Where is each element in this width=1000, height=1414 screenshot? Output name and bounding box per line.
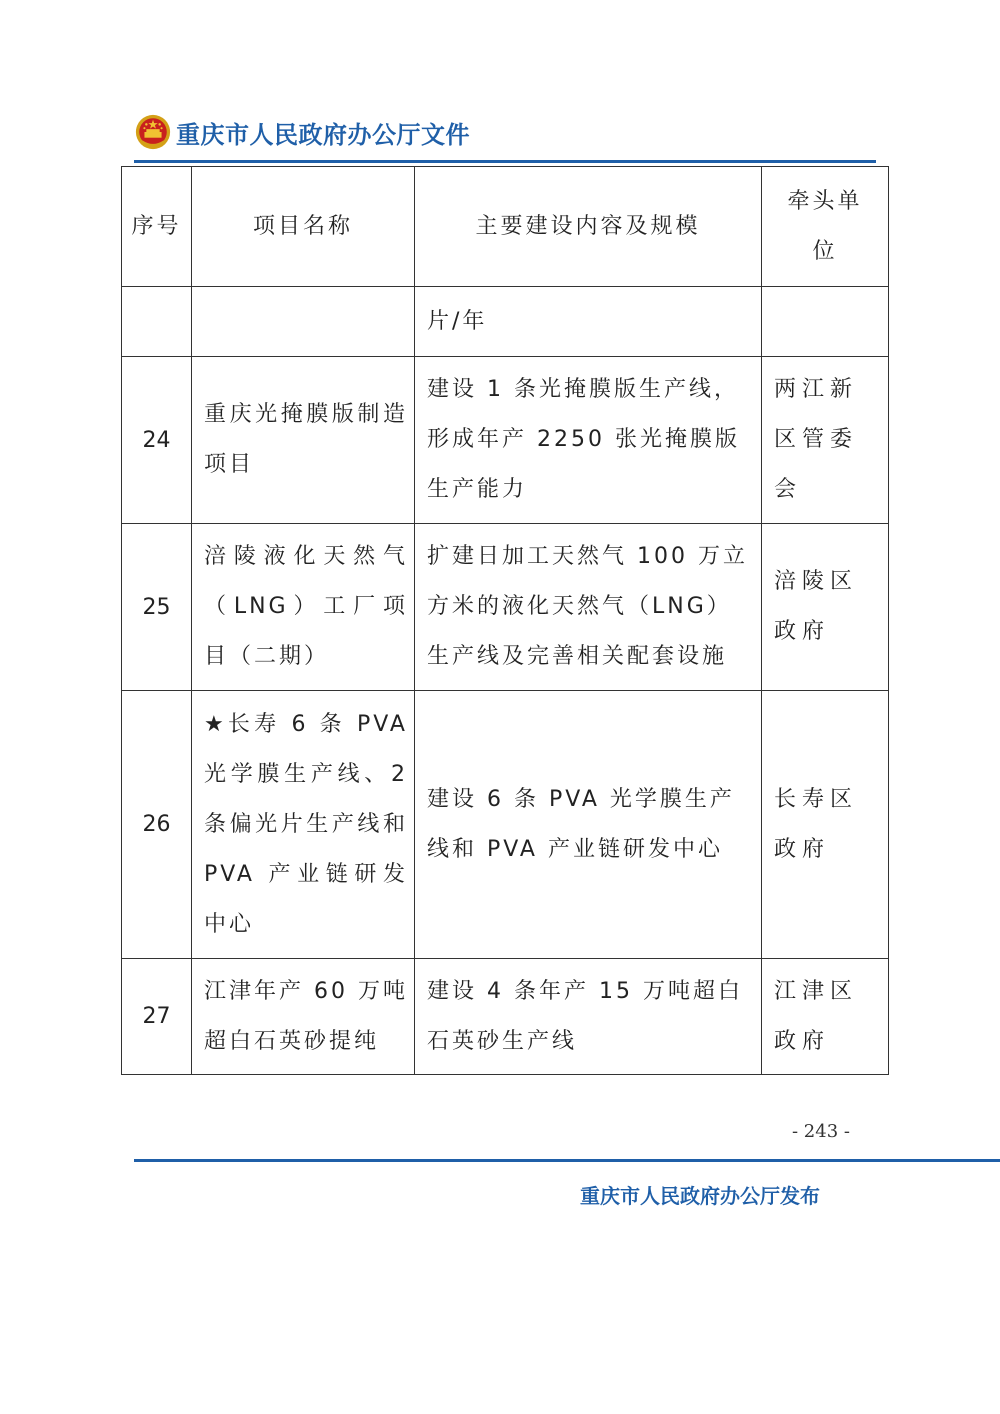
row-number [122,287,192,357]
national-emblem-icon [134,113,172,151]
table-header-row [122,167,889,287]
project-name [192,287,415,357]
project-table [121,166,889,1075]
column-header-content: 主要建设内容及规模 [415,167,762,287]
lead-unit: 江津区政府 [762,959,889,1075]
page-number: - 243 - [792,1121,850,1142]
table-row [122,691,889,959]
row-number: 26 [122,691,192,959]
table-row [122,959,889,1075]
project-name: 江津年产 60 万吨超白石英砂提纯 [192,959,415,1075]
header-divider [134,160,876,163]
project-name: 涪陵液化天然气（LNG）工厂项目（二期） [192,524,415,691]
document-header [134,112,470,152]
project-content: 建设 6 条 PVA 光学膜生产线和 PVA 产业链研发中心 [415,691,762,959]
project-content: 扩建日加工天然气 100 万立方米的液化天然气（LNG）生产线及完善相关配套设施 [415,524,762,691]
project-name: ★长寿 6 条 PVA 光学膜生产线、2 条偏光片生产线和 PVA 产业链研发中心 [192,691,415,959]
footer-publisher: 重庆市人民政府办公厅发布 [580,1184,820,1208]
lead-unit: 涪陵区政府 [762,524,889,691]
table-row [122,357,889,524]
project-content: 建设 4 条年产 15 万吨超白石英砂生产线 [415,959,762,1075]
column-header-serial: 序号 [122,167,192,287]
row-number: 24 [122,357,192,524]
project-name: 重庆光掩膜版制造项目 [192,357,415,524]
column-header-project-name: 项目名称 [192,167,415,287]
header-title: 重庆市人民政府办公厅文件 [176,119,470,149]
row-number: 25 [122,524,192,691]
footer-divider [134,1159,1000,1162]
row-number: 27 [122,959,192,1075]
project-content: 片/年 [415,287,762,357]
table-row [122,287,889,357]
project-content: 建设 1 条光掩膜版生产线，形成年产 2250 张光掩膜版生产能力 [415,357,762,524]
lead-unit: 长寿区政府 [762,691,889,959]
column-header-lead-unit: 牵头单位 [762,167,889,287]
lead-unit: 两江新区管委会 [762,357,889,524]
table-row [122,524,889,691]
lead-unit [762,287,889,357]
